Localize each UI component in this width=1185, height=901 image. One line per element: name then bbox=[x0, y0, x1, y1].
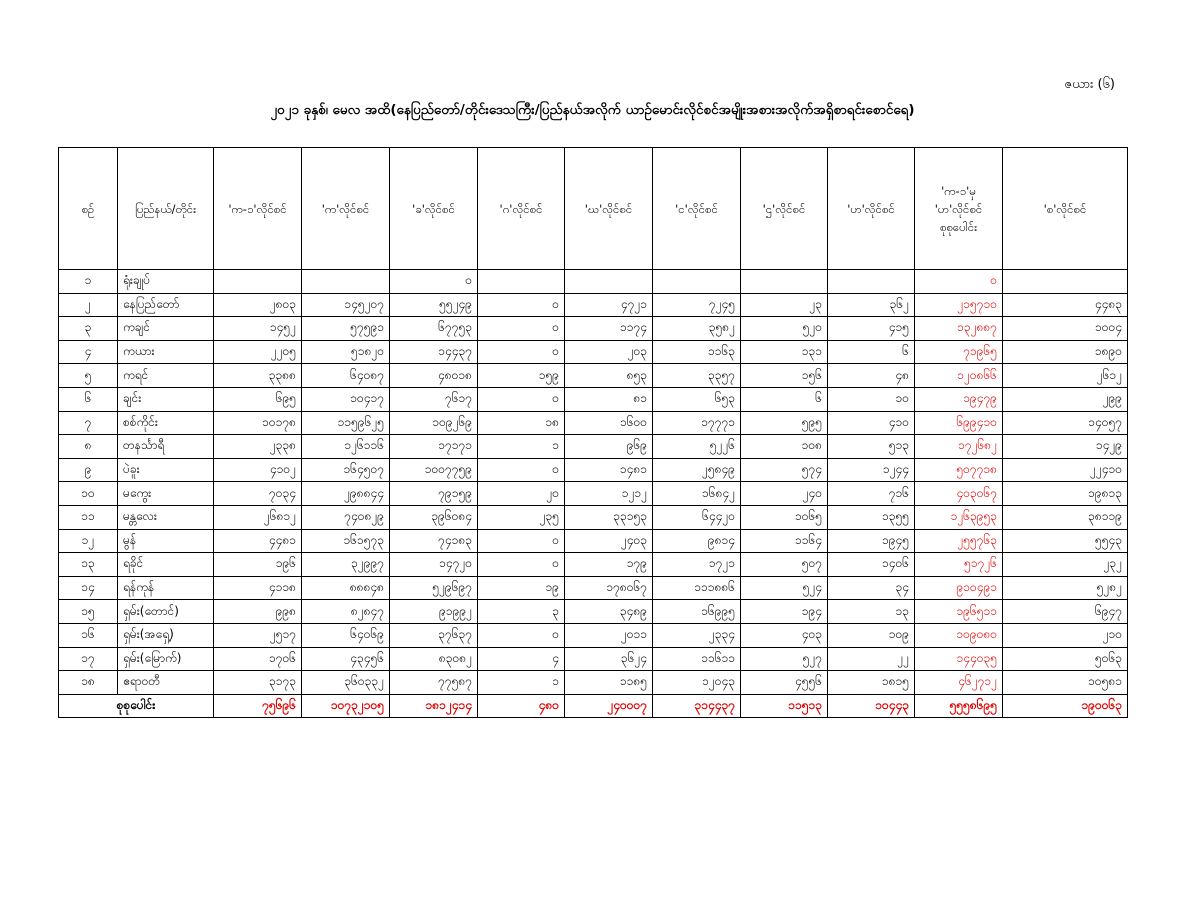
table-cell: ၁၄၂၉ bbox=[1003, 435, 1128, 459]
row-number: ၁၈ bbox=[59, 671, 118, 695]
table-cell: ၅၂၀ bbox=[741, 317, 828, 341]
table-cell: ၁၁၈၅ bbox=[565, 671, 653, 695]
table-cell: ၁၆၈၄၂ bbox=[653, 482, 741, 506]
column-header: 'ဂ'လိုင်စင် bbox=[478, 148, 565, 270]
table-cell: ၃၉၆၀၈၄ bbox=[390, 505, 478, 529]
row-total-cell: ၅၁၇၂၆ bbox=[915, 553, 1003, 577]
table-cell: ၁၂၀၄၃ bbox=[653, 671, 741, 695]
table-cell: ၁၂၄၄ bbox=[828, 458, 915, 482]
table-cell bbox=[214, 270, 302, 294]
table-cell: ၂၂ bbox=[828, 647, 915, 671]
table-cell: ၁၉ bbox=[478, 576, 565, 600]
region-name: ရှမ်း(တောင်) bbox=[118, 600, 214, 624]
table-cell: ၂၁၀ bbox=[1003, 623, 1128, 647]
row-number: ၉ bbox=[59, 458, 118, 482]
table-cell: ၁၁၇၄ bbox=[565, 317, 653, 341]
column-header: စဉ် bbox=[59, 148, 118, 270]
table-cell: ၅၅၄၃ bbox=[1003, 529, 1128, 553]
table-cell: ၂၆၁၂ bbox=[1003, 364, 1128, 388]
table-cell: ၂၄၀ bbox=[741, 482, 828, 506]
table-cell: ၁၁၁၈၈၆ bbox=[653, 576, 741, 600]
table-cell: ၇၇၅၈၇ bbox=[390, 671, 478, 695]
table-cell: ၅၇၅၉၁ bbox=[302, 317, 390, 341]
row-number: ၁၇ bbox=[59, 647, 118, 671]
region-name: ကချင် bbox=[118, 317, 214, 341]
table-cell: ၃၂၉၉၇ bbox=[302, 553, 390, 577]
table-cell: ၀ bbox=[478, 340, 565, 364]
table-cell: ၈၈၈၄၈ bbox=[302, 576, 390, 600]
table-cell: ၅၀၇ bbox=[741, 553, 828, 577]
table-cell: ၂၉၈၈၄၄ bbox=[302, 482, 390, 506]
table-cell: ၆၅၃ bbox=[653, 387, 741, 411]
table-row bbox=[59, 623, 1128, 647]
column-header: 'ဌ'လိုင်စင် bbox=[741, 148, 828, 270]
table-cell: ၂၆၈၁၂ bbox=[214, 505, 302, 529]
table-cell: ၂၃ bbox=[741, 293, 828, 317]
row-number: ၁၀ bbox=[59, 482, 118, 506]
column-header: 'က-၁'မှ 'ဟ'လိုင်စင် စုစုပေါင်း bbox=[915, 148, 1003, 270]
table-cell: ၁၄၄၃၇ bbox=[390, 340, 478, 364]
table-cell: ၄၁၁၈ bbox=[214, 576, 302, 600]
table-cell: ၇၁၆ bbox=[828, 482, 915, 506]
region-name: ကရင် bbox=[118, 364, 214, 388]
table-row bbox=[59, 553, 1128, 577]
table-cell: ၄၃၄၅၆ bbox=[302, 647, 390, 671]
table-row bbox=[59, 600, 1128, 624]
table-row bbox=[59, 505, 1128, 529]
table-cell: ၇၅၆၉၆ bbox=[214, 694, 302, 718]
table-cell bbox=[478, 270, 565, 294]
table-row bbox=[59, 387, 1128, 411]
table-cell: ၁၉၀၀၆၃ bbox=[1003, 694, 1128, 718]
table-cell: ၅၁၃ bbox=[828, 435, 915, 459]
table-cell: ၄၇၂၁ bbox=[565, 293, 653, 317]
license-table bbox=[58, 147, 1128, 718]
table-cell: ၁၀၅၈၁ bbox=[1003, 671, 1128, 695]
table-cell: ၁၄၅၂ bbox=[214, 317, 302, 341]
table-cell: ၅၇၄ bbox=[741, 458, 828, 482]
table-header-row bbox=[59, 148, 1128, 270]
table-cell bbox=[653, 270, 741, 294]
table-cell: ၇၄၀၈၂၉ bbox=[302, 505, 390, 529]
table-row bbox=[59, 458, 1128, 482]
table-cell: ၀ bbox=[478, 458, 565, 482]
table-cell: ၃၃၁၅၃ bbox=[565, 505, 653, 529]
table-cell: ၁၇၉ bbox=[565, 553, 653, 577]
table-cell: ၁၇၈၀၆၇ bbox=[565, 576, 653, 600]
table-cell: ၂၅၁၇ bbox=[214, 623, 302, 647]
table-cell: ၃၆၀၃၃၂ bbox=[302, 671, 390, 695]
table-cell bbox=[565, 270, 653, 294]
table-cell: ၃၁၇၃ bbox=[214, 671, 302, 695]
table-cell: ၇၄၁၈၃ bbox=[390, 529, 478, 553]
table-cell bbox=[741, 270, 828, 294]
table-cell: ၀ bbox=[478, 529, 565, 553]
table-cell: ၄၁၅ bbox=[828, 317, 915, 341]
row-total-cell: ၁၇၂၆၈၂ bbox=[915, 435, 1003, 459]
table-cell: ၃၄၈၉ bbox=[565, 600, 653, 624]
table-cell: ၆၇၇၅၃ bbox=[390, 317, 478, 341]
table-cell: ၁၅၉ bbox=[478, 364, 565, 388]
column-header: 'င'လိုင်စင် bbox=[653, 148, 741, 270]
row-number: ၁၄ bbox=[59, 576, 118, 600]
table-cell: ၇၉၁၅၉ bbox=[390, 482, 478, 506]
row-total-cell: ၉၁၀၄၉၁ bbox=[915, 576, 1003, 600]
table-row bbox=[59, 364, 1128, 388]
region-name: မန္တလေး bbox=[118, 505, 214, 529]
table-cell: ၂၄၀၃ bbox=[565, 529, 653, 553]
table-cell: ၁၀၁၇၈ bbox=[214, 411, 302, 435]
region-name: ရန်ကုန် bbox=[118, 576, 214, 600]
table-cell: ၁၁၅၁၃ bbox=[741, 694, 828, 718]
table-cell: ၀ bbox=[478, 553, 565, 577]
table-cell: ၁ bbox=[478, 435, 565, 459]
table-row bbox=[59, 529, 1128, 553]
table-cell: ၄၄၈၃ bbox=[1003, 293, 1128, 317]
table-cell: ၈၂၈၄၇ bbox=[302, 600, 390, 624]
table-cell: ၁၈၉၀ bbox=[1003, 340, 1128, 364]
table-cell: ၃၁၄၄၃၇ bbox=[653, 694, 741, 718]
row-number: ၁၆ bbox=[59, 623, 118, 647]
table-cell: ၁၃၁ bbox=[741, 340, 828, 364]
row-number: ၁၁ bbox=[59, 505, 118, 529]
row-total-cell: ၁၄၄၀၃၅ bbox=[915, 647, 1003, 671]
table-cell: ၉၈၁၄ bbox=[653, 529, 741, 553]
table-cell: ၆၄၀၈၇ bbox=[302, 364, 390, 388]
table-cell: ၄၅၅၆ bbox=[741, 671, 828, 695]
table-cell: ၄၄၈၁ bbox=[214, 529, 302, 553]
table-cell: ၁၄၈၁ bbox=[565, 458, 653, 482]
row-total-cell: ၅၀၇၇၁၈ bbox=[915, 458, 1003, 482]
row-number: ၁၂ bbox=[59, 529, 118, 553]
table-cell bbox=[1003, 270, 1128, 294]
table-cell: ၇၀၃၄ bbox=[214, 482, 302, 506]
table-cell: ၄၈၀ bbox=[478, 694, 565, 718]
table-cell: ၂၉၉ bbox=[1003, 387, 1128, 411]
region-name: တနင်္သာရီ bbox=[118, 435, 214, 459]
table-cell: ၃၈၁၁၉ bbox=[1003, 505, 1128, 529]
table-cell: ၅၂၇ bbox=[741, 647, 828, 671]
table-cell: ၁၈၁၅ bbox=[828, 671, 915, 695]
row-total-cell: ၁၀၉၀၈၀ bbox=[915, 623, 1003, 647]
column-header: 'စ'လိုင်စင် bbox=[1003, 148, 1128, 270]
region-name: ရခိုင် bbox=[118, 553, 214, 577]
table-cell: ၁၆၄၅၀၇ bbox=[302, 458, 390, 482]
table-cell: ၁၀၉၂၆၉ bbox=[390, 411, 478, 435]
table-cell: ၁၃၅၅ bbox=[828, 505, 915, 529]
row-number: ၁ bbox=[59, 270, 118, 294]
row-total-cell: ၁၂၀၈၆၆ bbox=[915, 364, 1003, 388]
table-cell: ၅၅၅၈၆၉၅ bbox=[915, 694, 1003, 718]
table-cell: ၆၄၀၆၉ bbox=[302, 623, 390, 647]
region-name: မကွေး bbox=[118, 482, 214, 506]
region-name: မွန် bbox=[118, 529, 214, 553]
row-total-cell: ၆၉၉၄၁၀ bbox=[915, 411, 1003, 435]
table-cell: ၁၈ bbox=[478, 411, 565, 435]
table-cell: ၇၂၄၅ bbox=[653, 293, 741, 317]
table-row bbox=[59, 317, 1128, 341]
table-cell: ၃၆၂၄ bbox=[565, 647, 653, 671]
table-cell: ၃၃၈၈ bbox=[214, 364, 302, 388]
table-cell: ၁၇၁၇၁ bbox=[390, 435, 478, 459]
table-row bbox=[59, 411, 1128, 435]
table-cell: ၅၁၈၂၀ bbox=[302, 340, 390, 364]
row-number: ၅ bbox=[59, 364, 118, 388]
region-name: ရှမ်း(မြောက်) bbox=[118, 647, 214, 671]
table-cell: ၄၈ bbox=[828, 364, 915, 388]
table-cell: ၉၉၈ bbox=[214, 600, 302, 624]
table-cell: ၁၅၆ bbox=[741, 364, 828, 388]
table-cell: ၂၃၃၈ bbox=[214, 435, 302, 459]
table-cell: ၁၀၆၅ bbox=[741, 505, 828, 529]
table-cell: ၂၂၄၁၀ bbox=[1003, 458, 1128, 482]
table-cell: ၂၈၀၃ bbox=[214, 293, 302, 317]
table-cell: ၁၀ bbox=[828, 387, 915, 411]
table-cell: ၅၉၅ bbox=[741, 411, 828, 435]
table-cell: ၅၂၈၂ bbox=[1003, 576, 1128, 600]
region-name: ချင်း bbox=[118, 387, 214, 411]
table-cell: ၁၂၁၂ bbox=[565, 482, 653, 506]
row-number: ၈ bbox=[59, 435, 118, 459]
table-cell: ၈၃၀၈၂ bbox=[390, 647, 478, 671]
table-cell: ၂၅၈၄၉ bbox=[653, 458, 741, 482]
table-cell: ၃၄ bbox=[828, 576, 915, 600]
table-cell: ၄၀၃ bbox=[741, 623, 828, 647]
row-total-cell: ၁၃၂၈၈၇ bbox=[915, 317, 1003, 341]
table-cell: ၁၁၅၉၆၂၅ bbox=[302, 411, 390, 435]
table-cell: ၄၁၀၂ bbox=[214, 458, 302, 482]
table-cell: ၁၉၄ bbox=[741, 600, 828, 624]
table-cell: ၁၇၂၁ bbox=[653, 553, 741, 577]
row-total-cell: ၀ bbox=[915, 270, 1003, 294]
page-title: ၂၀၂၁ ခုနှစ်၊ မေလ အထိ(နေပြည်တော်/တိုင်းဒေသကြီး/ပြည်နယ်အလိုက် ယာဉ်မောင်းလိုင်စင်အမျိုးအစားအလိုက်အရှိစာရင်းစောင်ရေ) bbox=[270, 102, 915, 118]
table-cell: ၄ bbox=[478, 647, 565, 671]
row-total-cell: ၄၆၂၇၁၂ bbox=[915, 671, 1003, 695]
region-name: ပဲခူး bbox=[118, 458, 214, 482]
table-cell: ၁၀၀၄ bbox=[1003, 317, 1128, 341]
table-cell: ၀ bbox=[478, 317, 565, 341]
table-cell: ၁ bbox=[478, 671, 565, 695]
table-cell: ၃၃၅၇ bbox=[653, 364, 741, 388]
table-cell: ၈၅၃ bbox=[565, 364, 653, 388]
table-cell: ၅၂၉၆၉၇ bbox=[390, 576, 478, 600]
row-number: ၄ bbox=[59, 340, 118, 364]
table-row bbox=[59, 340, 1128, 364]
table-cell: ၂၃၃၄ bbox=[653, 623, 741, 647]
table-row bbox=[59, 435, 1128, 459]
column-header: 'က-၁'လိုင်စင် bbox=[214, 148, 302, 270]
table-cell: ၁၁၆၄ bbox=[741, 529, 828, 553]
table-cell: ၃၆၂ bbox=[828, 293, 915, 317]
table-cell: ၃၅၈၂ bbox=[653, 317, 741, 341]
total-label: စုစုပေါင်း bbox=[59, 694, 214, 718]
table-cell: ၄၈၀၁၈ bbox=[390, 364, 478, 388]
row-total-cell: ၇၁၉၆၅ bbox=[915, 340, 1003, 364]
table-cell: ၁၀၀၇၇၅၉ bbox=[390, 458, 478, 482]
row-total-cell: ၄၀၃၀၆၇ bbox=[915, 482, 1003, 506]
row-total-cell: ၁၉၆၅၁၁ bbox=[915, 600, 1003, 624]
table-row bbox=[59, 293, 1128, 317]
table-cell: ၉၁၉၉၂ bbox=[390, 600, 478, 624]
table-cell: ၆၄၄၂၀ bbox=[653, 505, 741, 529]
row-total-cell: ၁၂၆၃၉၅၃ bbox=[915, 505, 1003, 529]
region-name: နေပြည်တော် bbox=[118, 293, 214, 317]
total-row bbox=[59, 694, 1128, 718]
table-cell: ၁၀၄၄၃ bbox=[828, 694, 915, 718]
table-row bbox=[59, 576, 1128, 600]
table-cell: ၃ bbox=[478, 600, 565, 624]
table-cell: ၀ bbox=[478, 387, 565, 411]
table-cell: ၁၇၀၆ bbox=[214, 647, 302, 671]
row-number: ၂ bbox=[59, 293, 118, 317]
row-number: ၁၅ bbox=[59, 600, 118, 624]
table-cell: ၁၁၆၁၁ bbox=[653, 647, 741, 671]
table-cell: ၁၉၆ bbox=[214, 553, 302, 577]
region-name: ရုံးချုပ် bbox=[118, 270, 214, 294]
table-cell: ၁၉၄၅ bbox=[828, 529, 915, 553]
row-number: ၆ bbox=[59, 387, 118, 411]
table-label: ဇယား (၆) bbox=[1064, 77, 1115, 92]
table-cell: ၁၃ bbox=[828, 600, 915, 624]
table-cell: ၁၀၄၁၇ bbox=[302, 387, 390, 411]
column-header: 'ခ'လိုင်စင် bbox=[390, 148, 478, 270]
table-cell: ၂၀၁၁ bbox=[565, 623, 653, 647]
table-cell: ၀ bbox=[478, 293, 565, 317]
region-name: ကယား bbox=[118, 340, 214, 364]
table-cell: ၉၆၉ bbox=[565, 435, 653, 459]
table-cell: ၆၉၅ bbox=[214, 387, 302, 411]
region-name: ရှမ်း(အရှေ့) bbox=[118, 623, 214, 647]
row-total-cell: ၁၉၄၇၉ bbox=[915, 387, 1003, 411]
column-header: 'က'လိုင်စင် bbox=[302, 148, 390, 270]
region-name: ဧရာဝတီ bbox=[118, 671, 214, 695]
table-cell: ၀ bbox=[390, 270, 478, 294]
table-cell: ၁၆၀၀ bbox=[565, 411, 653, 435]
row-number: ၃ bbox=[59, 317, 118, 341]
table-cell: ၁၁၆၃ bbox=[653, 340, 741, 364]
table-cell: ၁၀၈ bbox=[741, 435, 828, 459]
table-cell: ၁၄၅၂၀၇ bbox=[302, 293, 390, 317]
table-cell: ၁၈၁၂၄၁၄ bbox=[390, 694, 478, 718]
table-cell: ၆ bbox=[828, 340, 915, 364]
table-cell: ၅၂၄ bbox=[741, 576, 828, 600]
table-row bbox=[59, 671, 1128, 695]
row-total-cell: ၂၁၅၇၁၀ bbox=[915, 293, 1003, 317]
table-cell: ၅၀၆၃ bbox=[1003, 647, 1128, 671]
table-cell: ၁၆၉၉၅ bbox=[653, 600, 741, 624]
table-row bbox=[59, 482, 1128, 506]
row-total-cell: ၂၅၅၇၆၃ bbox=[915, 529, 1003, 553]
table-cell: ၁၄၇၂၀ bbox=[390, 553, 478, 577]
table-cell: ၂၀၃ bbox=[565, 340, 653, 364]
table-cell: ၂၃၂ bbox=[1003, 553, 1128, 577]
table-cell: ၁၄၀၅၇ bbox=[1003, 411, 1128, 435]
row-number: ၇ bbox=[59, 411, 118, 435]
table-cell: ၂၄၀၀၀၇ bbox=[565, 694, 653, 718]
table-cell: ၁၀၇၃၂၁၀၅ bbox=[302, 694, 390, 718]
table-cell bbox=[828, 270, 915, 294]
table-cell: ၆၉၄၇ bbox=[1003, 600, 1128, 624]
table-cell: ၂၃၅ bbox=[478, 505, 565, 529]
region-name: စစ်ကိုင်း bbox=[118, 411, 214, 435]
table-cell: ၈၁ bbox=[565, 387, 653, 411]
table-cell: ၃၇၆၃၇ bbox=[390, 623, 478, 647]
table-cell: ၀ bbox=[478, 623, 565, 647]
table-cell: ၁၄၀၆ bbox=[828, 553, 915, 577]
table-row bbox=[59, 270, 1128, 294]
table-cell: ၁၆၁၅၇၃ bbox=[302, 529, 390, 553]
table-cell: ၁၀၉ bbox=[828, 623, 915, 647]
table-cell: ၁၇၇၇၁ bbox=[653, 411, 741, 435]
table-cell: ၄၁၀ bbox=[828, 411, 915, 435]
column-header: ပြည်နယ်/တိုင်း bbox=[118, 148, 214, 270]
table-cell: ၆ bbox=[741, 387, 828, 411]
table-cell: ၇၆၁၇ bbox=[390, 387, 478, 411]
table-cell bbox=[302, 270, 390, 294]
column-header: 'ဟ'လိုင်စင် bbox=[828, 148, 915, 270]
column-header: 'ဃ'လိုင်စင် bbox=[565, 148, 653, 270]
table-cell: ၂၂၀၅ bbox=[214, 340, 302, 364]
row-number: ၁၃ bbox=[59, 553, 118, 577]
table-cell: ၅၅၂၄၉ bbox=[390, 293, 478, 317]
table-cell: ၂၀ bbox=[478, 482, 565, 506]
table-cell: ၁၉၈၁၃ bbox=[1003, 482, 1128, 506]
table-row bbox=[59, 647, 1128, 671]
table-cell: ၁၂၆၁၁၆ bbox=[302, 435, 390, 459]
table-cell: ၅၂၂၆ bbox=[653, 435, 741, 459]
